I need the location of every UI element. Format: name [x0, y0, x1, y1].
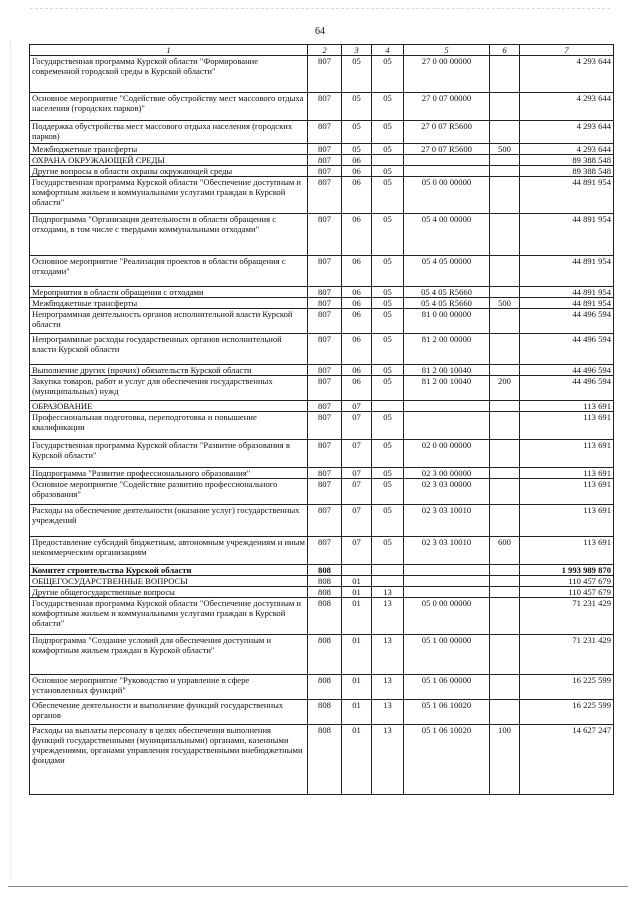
table-row [30, 401, 614, 412]
row-subsection-code: 13 [372, 587, 404, 598]
row-gr-code: 808 [308, 725, 342, 795]
row-expense-type [490, 56, 520, 93]
row-amount: 4 293 644 [520, 56, 614, 93]
row-subsection-code [372, 401, 404, 412]
table-row [30, 479, 614, 505]
row-expense-type [490, 700, 520, 725]
row-amount: 71 231 429 [520, 598, 614, 635]
row-amount: 14 627 247 [520, 725, 614, 795]
row-amount: 4 293 644 [520, 144, 614, 155]
row-amount: 113 691 [520, 505, 614, 537]
row-target-article: 05 1 06 00000 [404, 675, 490, 700]
row-section-code: 01 [342, 725, 372, 795]
row-subsection-code: 05 [372, 505, 404, 537]
table-row [30, 287, 614, 298]
row-name: Государственная программа Курской области "Обеспечение доступным и комфортным жильем и коммунальными услугами граждан в Курской области" [30, 177, 308, 214]
table-row [30, 587, 614, 598]
column-header-2: 2 [308, 45, 342, 56]
row-gr-code: 807 [308, 468, 342, 479]
row-expense-type: 200 [490, 376, 520, 401]
row-target-article [404, 576, 490, 587]
row-gr-code: 808 [308, 675, 342, 700]
row-name: Другие общегосударственные вопросы [30, 587, 308, 598]
row-amount: 1 993 989 870 [520, 565, 614, 576]
row-name: Основное мероприятие "Реализация проектов в области обращения с отходами" [30, 256, 308, 287]
row-name: Мероприятия в области обращения с отходами [30, 287, 308, 298]
row-subsection-code: 05 [372, 214, 404, 256]
table-row [30, 505, 614, 537]
row-gr-code: 807 [308, 177, 342, 214]
row-subsection-code: 13 [372, 598, 404, 635]
column-header-3: 3 [342, 45, 372, 56]
row-amount: 16 225 599 [520, 675, 614, 700]
scan-edge-left [10, 40, 11, 880]
row-expense-type [490, 166, 520, 177]
row-target-article: 05 4 05 00000 [404, 256, 490, 287]
row-subsection-code [372, 565, 404, 576]
row-section-code: 06 [342, 298, 372, 309]
row-target-article: 05 4 05 R5660 [404, 298, 490, 309]
row-gr-code: 808 [308, 598, 342, 635]
row-expense-type [490, 177, 520, 214]
row-section-code: 06 [342, 166, 372, 177]
row-expense-type [490, 256, 520, 287]
row-name: Расходы на обеспечение деятельности (оказание услуг) государственных учреждений [30, 505, 308, 537]
row-name: Межбюджетные трансферты [30, 298, 308, 309]
row-gr-code: 807 [308, 287, 342, 298]
row-section-code: 07 [342, 401, 372, 412]
row-name: Основное мероприятие "Содействие обустройству мест массового отдыха населения (городских парков)" [30, 93, 308, 121]
row-subsection-code: 05 [372, 56, 404, 93]
row-target-article: 02 3 03 00000 [404, 479, 490, 505]
scan-edge-bottom [8, 886, 628, 887]
row-amount: 113 691 [520, 468, 614, 479]
row-subsection-code [372, 155, 404, 166]
row-amount: 16 225 599 [520, 700, 614, 725]
row-gr-code: 807 [308, 93, 342, 121]
row-section-code: 01 [342, 675, 372, 700]
row-expense-type [490, 121, 520, 144]
row-subsection-code: 13 [372, 725, 404, 795]
row-target-article: 27 0 00 00000 [404, 56, 490, 93]
row-amount: 113 691 [520, 479, 614, 505]
table-row [30, 121, 614, 144]
row-gr-code: 807 [308, 144, 342, 155]
row-target-article [404, 401, 490, 412]
row-target-article: 02 0 00 00000 [404, 440, 490, 468]
column-header-1: 1 [30, 45, 308, 56]
table-row [30, 725, 614, 795]
row-gr-code: 807 [308, 56, 342, 93]
row-amount: 113 691 [520, 440, 614, 468]
row-gr-code: 807 [308, 479, 342, 505]
row-name: Поддержка обустройства мест массового отдыха населения (городских парков) [30, 121, 308, 144]
row-expense-type [490, 401, 520, 412]
row-name: Непрограммные расходы государственных органов исполнительной власти Курской области [30, 334, 308, 365]
row-subsection-code: 05 [372, 309, 404, 334]
row-subsection-code: 05 [372, 256, 404, 287]
row-section-code: 06 [342, 256, 372, 287]
row-name: Основное мероприятие "Содействие развитию профессионального образования" [30, 479, 308, 505]
row-expense-type [490, 576, 520, 587]
row-section-code: 01 [342, 587, 372, 598]
row-name: Обеспечение деятельности и выполнение функций государственных органов [30, 700, 308, 725]
row-target-article: 02 3 03 10010 [404, 537, 490, 565]
row-expense-type [490, 309, 520, 334]
row-section-code: 06 [342, 309, 372, 334]
row-gr-code: 808 [308, 587, 342, 598]
row-subsection-code: 13 [372, 675, 404, 700]
row-name: Государственная программа Курской области "Развитие образования в Курской области" [30, 440, 308, 468]
table-row [30, 334, 614, 365]
table-row [30, 155, 614, 166]
row-section-code: 06 [342, 334, 372, 365]
table-body [30, 56, 614, 795]
row-amount: 89 388 548 [520, 166, 614, 177]
row-section-code [342, 565, 372, 576]
row-subsection-code: 05 [372, 468, 404, 479]
row-section-code: 07 [342, 537, 372, 565]
row-expense-type: 500 [490, 298, 520, 309]
row-amount: 113 691 [520, 412, 614, 440]
row-expense-type [490, 565, 520, 576]
row-expense-type [490, 334, 520, 365]
row-gr-code: 807 [308, 298, 342, 309]
column-header-6: 6 [490, 45, 520, 56]
row-section-code: 06 [342, 214, 372, 256]
row-name: Выполнение других (прочих) обязательств Курской области [30, 365, 308, 376]
row-target-article: 02 3 03 10010 [404, 505, 490, 537]
row-subsection-code: 05 [372, 412, 404, 440]
row-section-code: 01 [342, 700, 372, 725]
row-gr-code: 807 [308, 214, 342, 256]
row-target-article: 81 2 00 00000 [404, 334, 490, 365]
row-name: Подпрограмма "Создание условий для обеспечения доступным и комфортным жильем граждан в Курской области" [30, 635, 308, 675]
row-section-code: 05 [342, 93, 372, 121]
row-gr-code: 808 [308, 576, 342, 587]
row-amount: 44 496 594 [520, 376, 614, 401]
row-target-article [404, 587, 490, 598]
row-name: Другие вопросы в области охраны окружающей среды [30, 166, 308, 177]
row-expense-type [490, 675, 520, 700]
row-target-article: 05 0 00 00000 [404, 598, 490, 635]
row-gr-code: 807 [308, 440, 342, 468]
row-amount: 44 891 954 [520, 177, 614, 214]
column-header-5: 5 [404, 45, 490, 56]
row-target-article: 27 0 07 R5600 [404, 121, 490, 144]
row-gr-code: 807 [308, 256, 342, 287]
row-section-code: 07 [342, 505, 372, 537]
row-section-code: 05 [342, 144, 372, 155]
row-gr-code: 808 [308, 565, 342, 576]
row-target-article: 05 1 00 00000 [404, 635, 490, 675]
table-row [30, 144, 614, 155]
row-section-code: 07 [342, 440, 372, 468]
row-amount: 44 891 954 [520, 298, 614, 309]
row-name: Профессиональная подготовка, переподготовка и повышение квалификации [30, 412, 308, 440]
row-subsection-code: 13 [372, 635, 404, 675]
row-subsection-code: 05 [372, 121, 404, 144]
row-subsection-code: 05 [372, 376, 404, 401]
row-gr-code: 807 [308, 334, 342, 365]
row-section-code: 06 [342, 177, 372, 214]
table-row [30, 576, 614, 587]
row-section-code: 06 [342, 365, 372, 376]
column-header-row [30, 45, 614, 56]
row-name: Межбюджетные трансферты [30, 144, 308, 155]
row-section-code: 01 [342, 635, 372, 675]
row-amount: 44 891 954 [520, 287, 614, 298]
row-section-code: 01 [342, 576, 372, 587]
row-amount: 113 691 [520, 401, 614, 412]
column-header-4: 4 [372, 45, 404, 56]
row-expense-type: 600 [490, 537, 520, 565]
row-gr-code: 807 [308, 412, 342, 440]
row-expense-type [490, 365, 520, 376]
row-name: Комитет строительства Курской области [30, 565, 308, 576]
row-gr-code: 807 [308, 121, 342, 144]
row-subsection-code: 05 [372, 144, 404, 155]
row-amount: 4 293 644 [520, 121, 614, 144]
page-number: 64 [315, 26, 325, 37]
row-subsection-code: 05 [372, 298, 404, 309]
row-name: ОБРАЗОВАНИЕ [30, 401, 308, 412]
row-gr-code: 807 [308, 166, 342, 177]
row-expense-type [490, 155, 520, 166]
table-row [30, 298, 614, 309]
row-expense-type [490, 440, 520, 468]
row-name: Подпрограмма "Развитие профессионального образования" [30, 468, 308, 479]
row-gr-code: 807 [308, 505, 342, 537]
table-row [30, 376, 614, 401]
row-amount: 44 891 954 [520, 214, 614, 256]
table-row [30, 365, 614, 376]
table-row [30, 93, 614, 121]
row-amount: 44 891 954 [520, 256, 614, 287]
table-row [30, 598, 614, 635]
row-subsection-code: 05 [372, 440, 404, 468]
row-expense-type [490, 93, 520, 121]
row-gr-code: 807 [308, 365, 342, 376]
row-expense-type [490, 587, 520, 598]
row-name: Непрограммная деятельность органов исполнительной власти Курской области [30, 309, 308, 334]
row-name: Государственная программа Курской области "Обеспечение доступным и комфортным жильем и коммунальными услугами граждан в Курской области" [30, 598, 308, 635]
row-gr-code: 807 [308, 401, 342, 412]
row-name: Предоставление субсидий бюджетным, автономным учреждениям и иным некоммерческим организациям [30, 537, 308, 565]
table-row [30, 177, 614, 214]
row-target-article: 05 1 06 10020 [404, 725, 490, 795]
budget-table [29, 44, 614, 795]
row-target-article: 27 0 07 00000 [404, 93, 490, 121]
row-name: ОХРАНА ОКРУЖАЮЩЕЙ СРЕДЫ [30, 155, 308, 166]
row-amount: 110 457 679 [520, 576, 614, 587]
row-name: ОБЩЕГОСУДАРСТВЕННЫЕ ВОПРОСЫ [30, 576, 308, 587]
row-amount: 71 231 429 [520, 635, 614, 675]
row-section-code: 05 [342, 121, 372, 144]
row-target-article: 81 2 00 10040 [404, 376, 490, 401]
table-row [30, 537, 614, 565]
table-row [30, 166, 614, 177]
row-target-article: 05 1 06 10020 [404, 700, 490, 725]
row-subsection-code: 13 [372, 700, 404, 725]
row-target-article: 02 3 00 00000 [404, 468, 490, 479]
table-row [30, 675, 614, 700]
row-section-code: 07 [342, 412, 372, 440]
row-subsection-code: 05 [372, 479, 404, 505]
table-row [30, 214, 614, 256]
row-section-code: 01 [342, 598, 372, 635]
row-target-article: 05 0 00 00000 [404, 177, 490, 214]
row-target-article: 05 4 00 00000 [404, 214, 490, 256]
row-subsection-code: 05 [372, 177, 404, 214]
row-section-code: 05 [342, 56, 372, 93]
row-expense-type [490, 412, 520, 440]
row-target-article: 81 2 00 10040 [404, 365, 490, 376]
row-expense-type: 500 [490, 144, 520, 155]
table-row [30, 440, 614, 468]
row-target-article: 05 4 05 R5660 [404, 287, 490, 298]
row-name: Основное мероприятие "Руководство и управление в сфере установленных функций" [30, 675, 308, 700]
table-row [30, 309, 614, 334]
row-expense-type [490, 598, 520, 635]
row-name: Государственная программа Курской области "Формирование современной городской среды в Курской области" [30, 56, 308, 93]
table-row [30, 256, 614, 287]
table-row [30, 635, 614, 675]
row-subsection-code: 05 [372, 287, 404, 298]
row-expense-type [490, 214, 520, 256]
row-name: Закупка товаров, работ и услуг для обеспечения государственных (муниципальных) нужд [30, 376, 308, 401]
row-subsection-code: 05 [372, 334, 404, 365]
row-gr-code: 807 [308, 376, 342, 401]
row-subsection-code [372, 576, 404, 587]
row-target-article: 27 0 07 R5600 [404, 144, 490, 155]
row-subsection-code: 05 [372, 537, 404, 565]
row-gr-code: 807 [308, 309, 342, 334]
row-amount: 113 691 [520, 537, 614, 565]
row-target-article [404, 166, 490, 177]
row-amount: 44 496 594 [520, 334, 614, 365]
row-gr-code: 808 [308, 700, 342, 725]
row-amount: 44 496 594 [520, 365, 614, 376]
row-gr-code: 808 [308, 635, 342, 675]
row-expense-type [490, 635, 520, 675]
row-section-code: 06 [342, 155, 372, 166]
row-gr-code: 807 [308, 155, 342, 166]
row-name: Расходы на выплаты персоналу в целях обеспечения выполнения функций государственными (муниципальными) органами, казенными учреждениями, органами управления государственными внебюджетными фондами [30, 725, 308, 795]
row-expense-type [490, 287, 520, 298]
column-header-7: 7 [520, 45, 614, 56]
row-target-article [404, 155, 490, 166]
row-name: Подпрограмма "Организация деятельности в области обращения с отходами, в том числе с твердыми коммунальными отходами" [30, 214, 308, 256]
row-target-article: 81 0 00 00000 [404, 309, 490, 334]
row-amount: 110 457 679 [520, 587, 614, 598]
row-expense-type [490, 479, 520, 505]
row-expense-type [490, 505, 520, 537]
row-gr-code: 807 [308, 537, 342, 565]
table-row [30, 412, 614, 440]
scan-edge-top [30, 8, 610, 9]
table-row [30, 56, 614, 93]
row-subsection-code: 05 [372, 93, 404, 121]
row-amount: 4 293 644 [520, 93, 614, 121]
row-section-code: 06 [342, 376, 372, 401]
row-section-code: 07 [342, 468, 372, 479]
row-expense-type [490, 468, 520, 479]
row-subsection-code: 05 [372, 365, 404, 376]
row-subsection-code: 05 [372, 166, 404, 177]
row-amount: 44 496 594 [520, 309, 614, 334]
row-expense-type: 100 [490, 725, 520, 795]
table-row [30, 700, 614, 725]
table-row [30, 565, 614, 576]
row-section-code: 06 [342, 287, 372, 298]
row-amount: 89 388 548 [520, 155, 614, 166]
row-section-code: 07 [342, 479, 372, 505]
table-row [30, 468, 614, 479]
row-target-article [404, 565, 490, 576]
row-target-article [404, 412, 490, 440]
